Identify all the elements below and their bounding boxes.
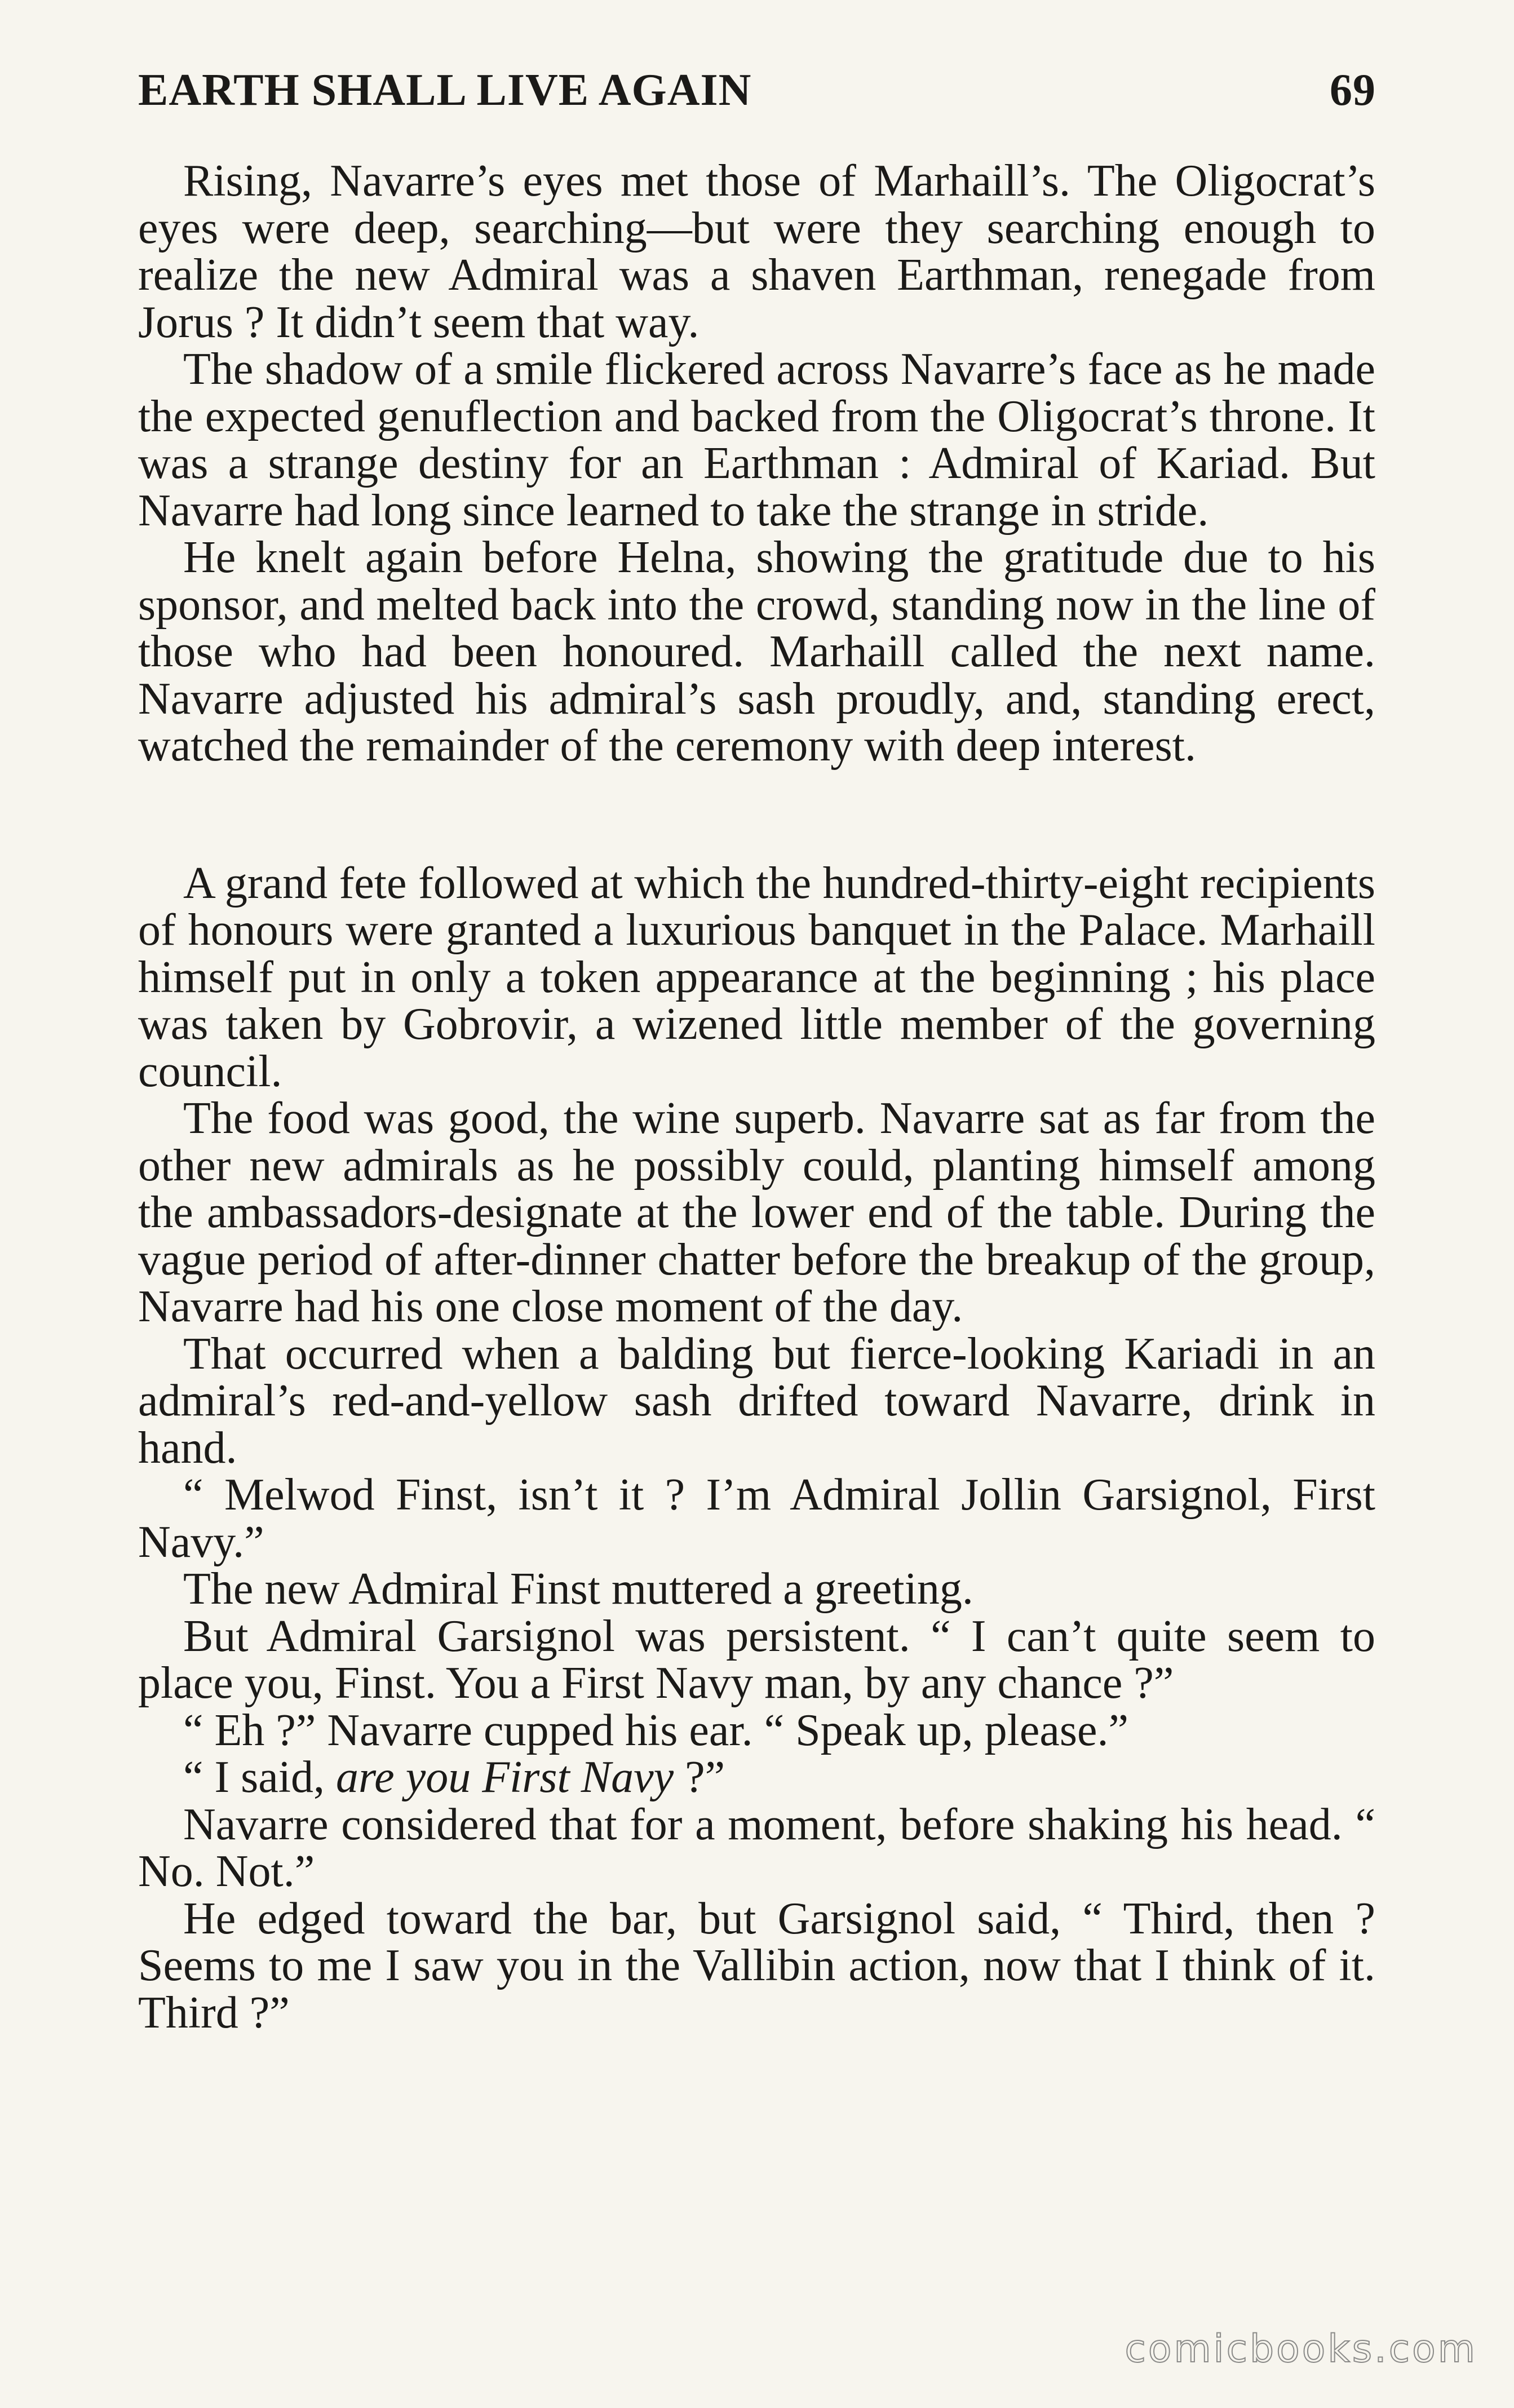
paragraph: Rising, Navarre’s eyes met those of Marhaill’s. The Oligocrat’s eyes were deep, searching—but were they searching enough to realize the new Admiral was a shaven Earthman, renegade from Jorus ? It didn’t seem that way.	[138, 156, 1375, 347]
paragraph: A grand fete followed at which the hundred-thirty-eight recipients of honours were granted a luxurious banquet in the Palace. Marhaill himself put in only a token appearance at the beginning ; his place was taken by Gobrovir, a wizened little member of the governing council.	[138, 858, 1375, 1096]
paragraph: The food was good, the wine superb. Navarre sat as far from the other new admirals as he possibly could, planting himself among the ambassadors-designate at the lower end of the table. During the vague period of after-dinner chatter before the breakup of the group, Navarre had his one close moment of the day.	[138, 1094, 1375, 1331]
body-text	[138, 158, 1375, 2037]
paragraph: “ Melwod Finst, isn’t it ? I’m Admiral Jollin Garsignol, First Navy.”	[138, 1470, 1375, 1567]
dialogue-text: “ I said,	[183, 1752, 337, 1802]
paragraph: Navarre considered that for a moment, before shaking his head. “ No. Not.”	[138, 1799, 1375, 1896]
paragraph: He knelt again before Helna, showing the gratitude due to his sponsor, and melted back into the crowd, standing now in the line of those who had been honoured. Marhaill called the next name. Navarre adjusted his admiral’s sash proudly, and, standing erect, watched the remainder of the ceremony with deep interest.	[138, 533, 1375, 771]
paragraph: But Admiral Garsignol was persistent. “ I can’t quite seem to place you, Finst. You a First Navy man, by any chance ?”	[138, 1611, 1375, 1708]
paragraph: “ Eh ?” Navarre cupped his ear. “ Speak up, please.”	[183, 1705, 1128, 1755]
paragraph: That occurred when a balding but fierce-looking Kariadi in an admiral’s red-and-yellow sash drifted toward Navarre, drink in hand.	[138, 1329, 1375, 1473]
paragraph: He edged toward the bar, but Garsignol said, “ Third, then ? Seems to me I saw you in the Vallibin action, now that I think of it. Third ?”	[138, 1893, 1375, 2038]
dialogue-text: ?”	[674, 1752, 725, 1802]
paragraph	[138, 1754, 1375, 1801]
running-title: EARTH SHALL LIVE AGAIN	[138, 65, 752, 115]
page-number: 69	[1330, 65, 1376, 115]
italic-text: are you First Navy	[336, 1752, 674, 1802]
watermark-logo: comicbooks.com	[1125, 2327, 1477, 2371]
running-header	[138, 65, 1376, 127]
paragraph: The shadow of a smile flickered across Navarre’s face as he made the expected genuflection and backed from the Oligocrat’s throne. It was a strange destiny for an Earthman : Admiral of Kariad. But Navarre had long since learned to take the strange in stride.	[138, 344, 1375, 535]
paragraph: The new Admiral Finst muttered a greeting.	[183, 1564, 973, 1614]
